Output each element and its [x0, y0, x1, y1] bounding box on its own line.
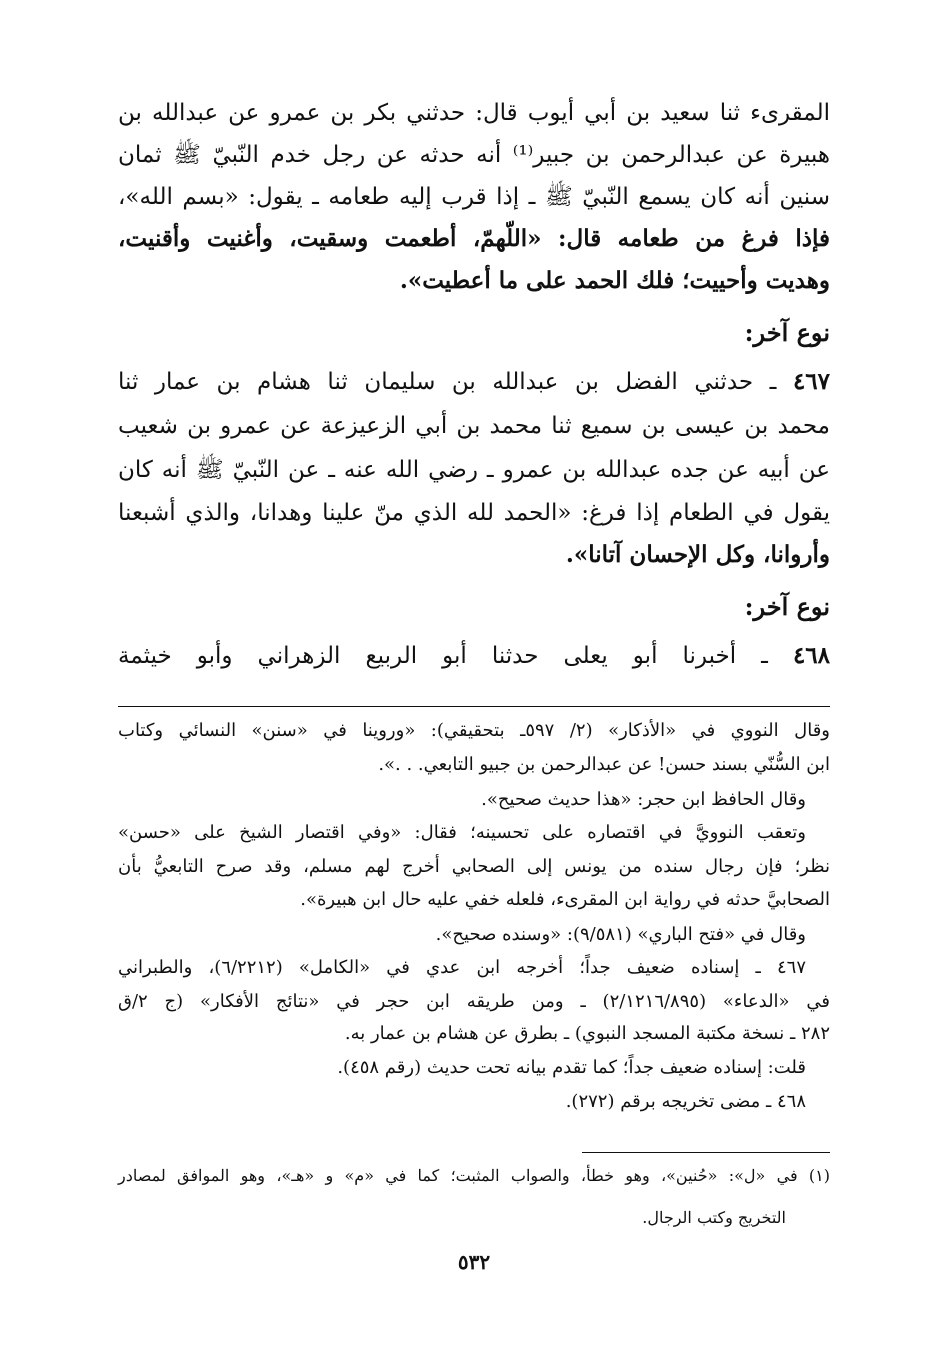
hadith-number: ٤٦٧ — [792, 368, 831, 395]
footnote-line: وقال في «فتح الباري» (٩/٥٨١): «وسنده صحيح». — [435, 924, 806, 945]
footnote-line: وقال الحافظ ابن حجر: «هذا حديث صحيح». — [481, 789, 806, 810]
footnote-line: نظر؛ فإن رجال سنده من يونس إلى الصحابي أخرج لهم مسلم، وقد صرح التابعيُّ بأن — [118, 856, 830, 877]
hadith-467-line-3: عن أبيه عن جده عبدالله بن عمرو ـ رضي الله عنه ـ عن النّبيّ ﷺ أنه كان — [118, 457, 830, 483]
main-line-2: هبيرة عن عبدالرحمن بن جبير⁽¹⁾ أنه حدثه عن رجل خدم النّبيّ ﷺ ثمان — [118, 142, 830, 168]
note-line: التخريج وكتب الرجال. — [642, 1208, 786, 1227]
section-heading-2: نوع آخر: — [744, 592, 830, 621]
main-line-3: سنين أنه كان يسمع النّبيّ ﷺ ـ إذا قرب إليه طعامه ـ يقول: «بسم الله»، — [118, 184, 830, 210]
footnote-line: الصحابيَّ حدثه في رواية ابن المقرىء، فلعله خفي عليه حال ابن هبيرة». — [300, 889, 830, 910]
hadith-467-line-2: محمد بن عيسى بن سميع ثنا محمد بن أبي الزعيزعة عن عمرو بن شعيب — [118, 413, 830, 439]
footnote-line: قلت: إسناده ضعيف جداً؛ كما تقدم بيانه تحت حديث (رقم ٤٥٨). — [337, 1057, 806, 1078]
footnote-divider — [118, 706, 830, 707]
footnote-line: وقال النووي في «الأذكار» (٢/ ٥٩٧ـ بتحقيقي): «وروينا في «سنن» النسائي وكتاب — [118, 720, 830, 741]
page-number: ٥٣٢ — [457, 1250, 491, 1274]
footnote-line: وتعقب النوويَّ في اقتصاره على تحسينه؛ فقال: «وفي اقتصار الشيخ على «حسن» — [118, 822, 806, 843]
footnote-line: ابن السُّنّي بسند حسن! عن عبدالرحمن بن جبيو التابعي. . .». — [378, 754, 830, 775]
footnote-line: ٤٦٨ ـ مضى تخريجه برقم (٢٧٢). — [565, 1091, 806, 1112]
note-line: (١) في «ل»: «حُنين»، وهو خطأ، والصواب المثبت؛ كما في «م» و «هـ»، وهو الموافق لمصادر — [118, 1166, 830, 1185]
hadith-467-line-4: يقول في الطعام إذا فرغ: «الحمد لله الذي منّ علينا وهدانا، والذي أشبعنا — [118, 500, 830, 526]
hadith-467-line-1 — [118, 366, 830, 398]
main-line-4: فإذا فرغ من طعامه قال: «اللّهمّ، أطعمت وسقيت، وأغنيت وأقنيت، — [118, 225, 830, 252]
hadith-text: ـ حدثني الفضل بن عبدالله بن سليمان ثنا هشام بن عمار ثنا — [118, 369, 777, 395]
section-heading: نوع آخر: — [744, 318, 830, 347]
main-line-1: المقرىء ثنا سعيد بن أبي أيوب قال: حدثني بكر بن عمرو عن عبدالله بن — [118, 100, 830, 126]
footnote-line: ٢٨٢ ـ نسخة مكتبة المسجد النبوي) ـ بطرق عن هشام بن عمار به. — [344, 1023, 830, 1044]
footnote-line: ٤٦٧ ـ إسناده ضعيف جداً؛ أخرجه ابن عدي في «الكامل» (٦/٢٢١٢)، والطبراني — [118, 957, 806, 978]
note-divider — [582, 1152, 830, 1153]
hadith-467-line-5: وأروانا، وكل الإحسان آتانا». — [565, 541, 830, 568]
hadith-number: ٤٦٨ — [792, 642, 830, 669]
hadith-text: ـ أخبرنا أبو يعلى حدثنا أبو الربيع الزهراني وأبو خيثمة — [118, 643, 768, 669]
footnote-line: في «الدعاء» (٢/١٢١٦/٨٩٥) ـ ومن طريقه ابن حجر في «نتائج الأفكار» (ج ٢/ق — [118, 991, 830, 1012]
hadith-468-line-1 — [118, 640, 830, 672]
main-line-5: وهديت وأحييت؛ فلك الحمد على ما أعطيت». — [399, 267, 830, 294]
